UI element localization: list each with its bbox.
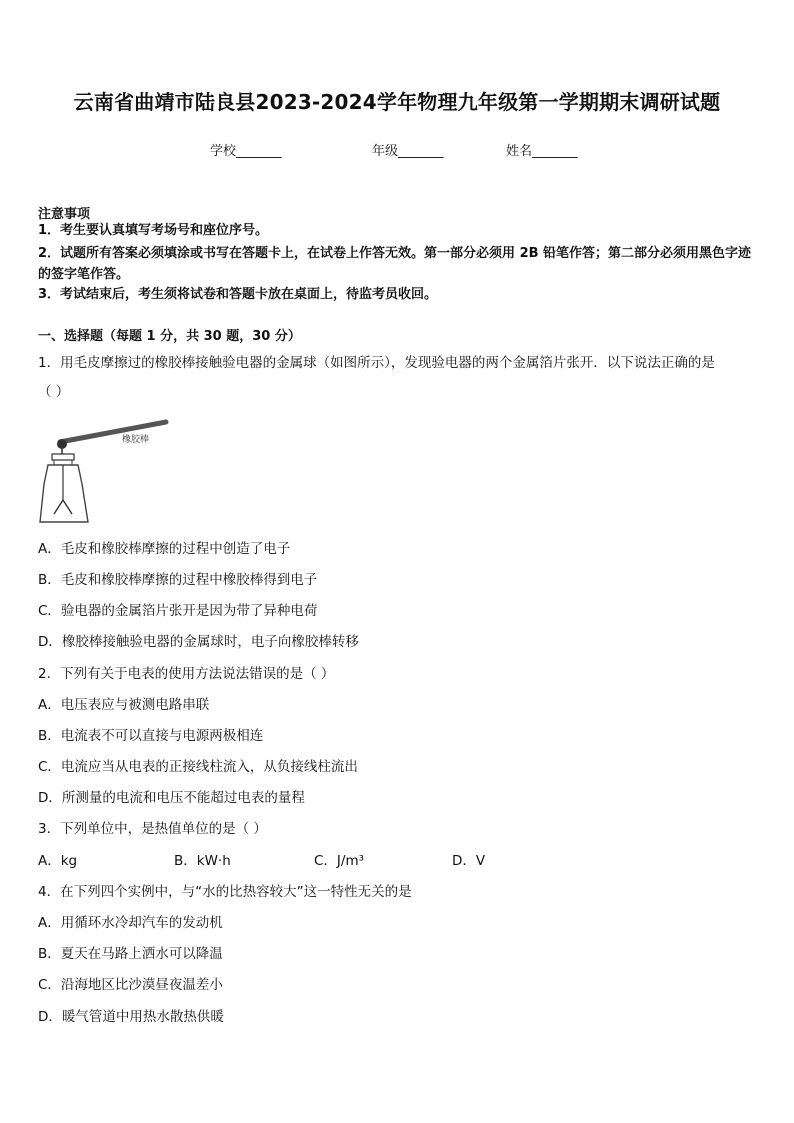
electroscope-diagram: [38, 414, 174, 528]
question-1-option-c: C．验电器的金属箔片张开是因为带了异种电荷: [38, 603, 318, 619]
notice-item-3: 3．考试结束后，考生须将试卷和答题卡放在桌面上，待监考员收回。: [38, 287, 438, 302]
question-4-option-d: D．暖气管道中用热水散热供暖: [38, 1009, 224, 1025]
question-2-option-b: B．电流表不可以直接与电源两极相连: [38, 728, 264, 744]
notice-title: 注意事项: [38, 207, 91, 222]
question-3-option-b: B．kW·h: [174, 853, 231, 869]
flask: [40, 465, 88, 522]
question-1-option-b: B．毛皮和橡胶棒摩擦的过程中橡胶棒得到电子: [38, 572, 318, 588]
question-3-option-d: D．V: [452, 853, 486, 869]
metal-ball: [57, 439, 67, 449]
question-1-stem-bracket: （ ）: [38, 384, 70, 400]
question-4-stem: 4．在下列四个实例中，与“水的比热容较大”这一特性无关的是: [38, 884, 412, 900]
foil-leaf-right: [63, 500, 72, 514]
question-2-option-a: A．电压表应与被测电路串联: [38, 697, 210, 713]
page-title: 云南省曲靖市陆良县2023-2024学年物理九年级第一学期期末调研试题: [73, 90, 721, 114]
question-4-option-b: B．夏天在马路上洒水可以降温: [38, 946, 223, 962]
stopper: [52, 454, 74, 460]
school-field: 学校_______: [210, 144, 282, 159]
question-3-option-c: C．J/m³: [314, 853, 365, 869]
rubber-rod: [60, 422, 166, 442]
grade-field: 年级_______: [372, 144, 444, 159]
question-4-option-a: A．用循环水冷却汽车的发动机: [38, 915, 223, 931]
electroscope-figure: [38, 414, 174, 528]
question-3-stem: 3．下列单位中，是热值单位的是（ ）: [38, 821, 267, 837]
question-3-option-a: A．kg: [38, 853, 78, 869]
question-2-option-d: D．所测量的电流和电压不能超过电表的量程: [38, 790, 305, 806]
rod-label: 橡胶棒: [122, 435, 150, 445]
question-2-stem: 2．下列有关于电表的使用方法说法错误的是（ ）: [38, 666, 335, 682]
question-2-option-c: C．电流应当从电表的正接线柱流入，从负接线柱流出: [38, 759, 358, 775]
notice-item-1: 1．考生要认真填写考场号和座位序号。: [38, 223, 269, 238]
question-1-option-a: A．毛皮和橡胶棒摩擦的过程中创造了电子: [38, 541, 291, 557]
notice-item-2: 2．试题所有答案必须填涂或书写在答题卡上，在试卷上作答无效。第一部分必须用 2B 铅笔作答；第二部分必须用黑色字迹的签字笔作答。: [38, 246, 752, 282]
question-1-stem: 1．用毛皮摩擦过的橡胶棒接触验电器的金属球（如图所示），发现验电器的两个金属箔片张开．以下说法正确的是: [38, 355, 715, 371]
question-4-option-c: C．沿海地区比沙漠昼夜温差小: [38, 977, 223, 993]
question-1-option-d: D．橡胶棒接触验电器的金属球时，电子向橡胶棒转移: [38, 634, 359, 650]
foil-leaf-left: [54, 500, 63, 514]
section-title: 一、选择题（每题 1 分，共 30 题，30 分）: [38, 329, 301, 344]
name-field: 姓名_______: [506, 144, 578, 159]
